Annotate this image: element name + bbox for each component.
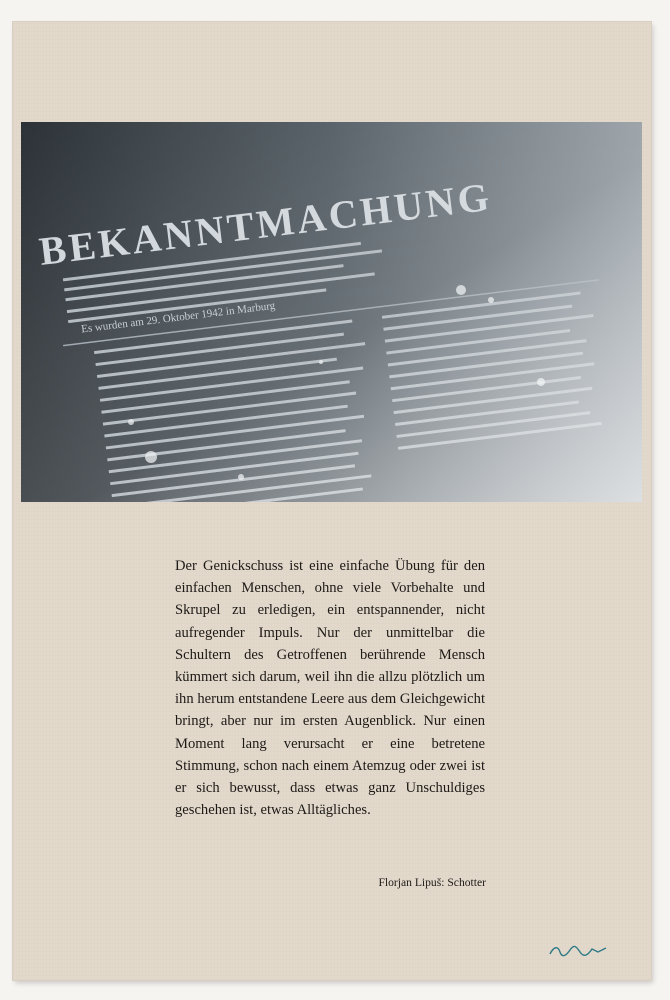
quote-block [175,555,485,821]
signature-scribble [548,940,610,960]
plaque-illustration [21,122,642,502]
memorial-plaque-photo [21,122,642,502]
quote-text: Der Genickschuss ist eine einfache Übung für den einfachen Menschen, ohne viele Vorbehalte und Skrupel zu erledigen, ein entspannender, nicht aufregender Impuls. Nur der unmittelbar die Schultern des Getroffenen berührende Mensch kümmert sich darum, weil ihn die allzu plötzlich um ihn herum entstandene Leere aus dem Gleichgewicht bringt, aber nur im ersten Augenblick. Nur einen Moment lang verursacht er eine betretene Stimmung, schon nach einem Atemzug oder zwei ist er sich bewusst, dass etwas ganz Unschuldiges geschehen ist, etwas Alltägliches. [175,558,485,819]
artist-signature [548,940,610,965]
quote-source: Florjan Lipuš: Schotter [378,876,486,889]
fog-overlay [21,122,642,502]
